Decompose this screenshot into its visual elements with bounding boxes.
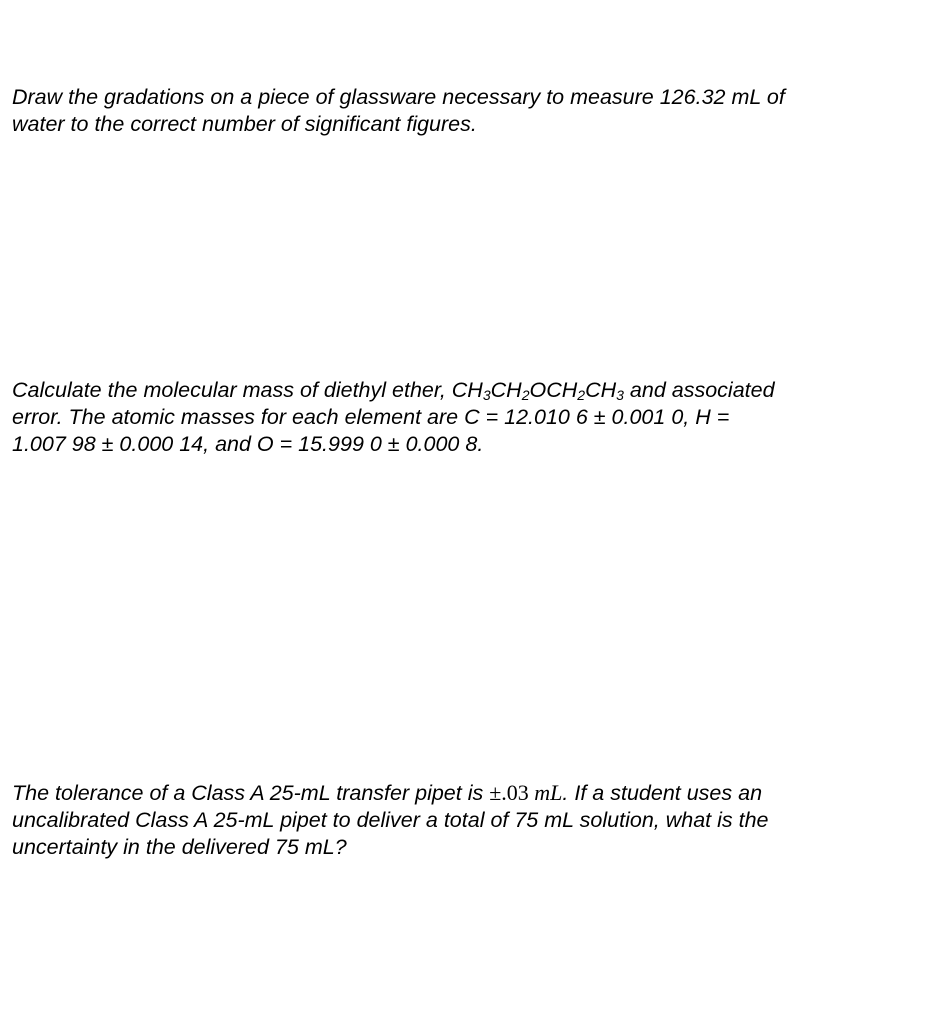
question-2-line-1 xyxy=(12,377,872,404)
question-3-line-2: uncalibrated Class A 25-mL pipet to deliver a total of 75 mL solution, what is the xyxy=(12,808,769,832)
formula-subscript: 2 xyxy=(521,387,530,403)
question-3-line-1-start: The tolerance of a Class A 25-mL transfer pipet is xyxy=(12,781,490,805)
formula-subscript: 2 xyxy=(577,387,586,403)
question-pipet-tolerance xyxy=(12,779,872,861)
question-glassware-gradations xyxy=(12,84,872,138)
tolerance-value: .03 xyxy=(501,780,535,805)
formula-part: OCH xyxy=(529,378,578,402)
formula-subscript: 3 xyxy=(616,387,624,403)
formula-part: CH xyxy=(585,378,617,402)
question-2-line-1-end: and associated xyxy=(623,378,775,402)
formula-part: CH xyxy=(451,378,483,402)
formula-part: CH xyxy=(490,378,522,402)
question-1-line-2: water to the correct number of significant figures. xyxy=(12,112,477,136)
question-3-line-1 xyxy=(12,779,872,807)
tolerance-unit: mL xyxy=(534,780,563,805)
diethyl-ether-formula xyxy=(452,378,624,402)
tolerance-math xyxy=(489,780,562,805)
question-3-line-3: uncertainty in the delivered 75 mL? xyxy=(12,835,347,859)
formula-subscript: 3 xyxy=(482,387,491,403)
question-1-line-1: Draw the gradations on a piece of glassware necessary to measure 126.32 mL of xyxy=(12,85,785,109)
question-2-line-2: error. The atomic masses for each element are C = 12.010 6 ± 0.001 0, H = xyxy=(12,405,730,429)
question-3-line-1-end: . If a student uses an xyxy=(562,781,763,805)
question-2-line-3: 1.007 98 ± 0.000 14, and O = 15.999 0 ± 0.000 8. xyxy=(12,432,484,456)
question-diethyl-ether-mass xyxy=(12,377,872,458)
plus-minus-symbol: ± xyxy=(489,780,502,805)
question-2-intro: Calculate the molecular mass of diethyl ether, xyxy=(12,378,452,402)
